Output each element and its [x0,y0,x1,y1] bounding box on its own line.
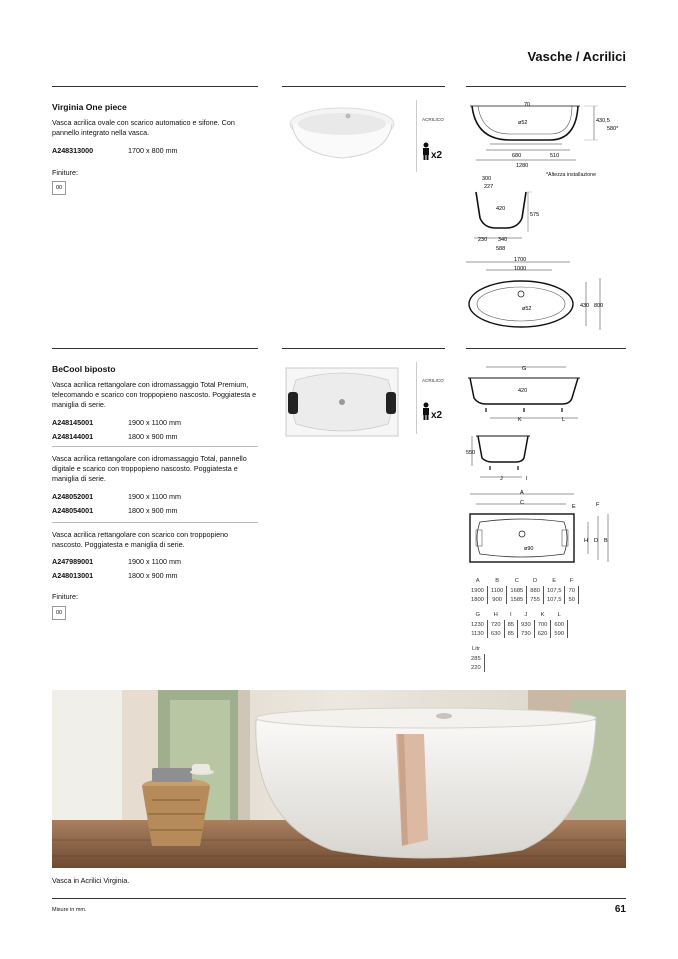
product-name-becool: BeCool biposto [52,364,116,374]
table-cell: 720 [487,620,504,629]
table-header: L [557,612,561,618]
virginia-drawing-side [466,174,556,254]
divider [416,362,417,434]
section-rule [52,348,258,349]
finish-swatch: 00 [52,181,66,195]
table-header: E [552,578,557,584]
table-cell: 85 [504,629,517,638]
dim-label: 575 [530,212,540,218]
table-row [468,586,578,595]
product-size: 1800 x 900 mm [128,432,178,441]
footer-rule [52,898,626,899]
dim-label: 800 [594,303,604,309]
product-code: A248054001 [52,506,94,515]
table-cell: 590 [551,629,568,638]
dimension-table-litr [468,644,485,672]
section-rule [282,348,445,349]
dim-label: 1280 [516,163,529,169]
dim-label: E [572,504,576,510]
product-size: 1900 x 1100 mm [128,557,182,566]
header-rule [282,86,445,87]
dim-label: 580* [607,126,619,132]
header-rule [466,86,626,87]
people-count: x2 [431,410,443,421]
product-size: 1700 x 800 mm [128,146,178,155]
product-size: 1900 x 1100 mm [128,418,182,427]
person-icon [421,402,431,420]
table-header: D [533,578,538,584]
table-cell: 285 [468,654,484,663]
product-description: Vasca acrilica rettangolare con idromassaggio Total Premium, telecomando e scarico con troppopieno nascosto. Poggiatesta e maniglia di serie. [52,380,257,409]
dimension-table-ghijkl [468,610,568,638]
divider [416,100,417,172]
dim-label: 70 [524,102,531,108]
section-rule [466,348,626,349]
table-cell: 600 [551,620,568,629]
table-header: B [495,578,500,584]
footer-note: Misure in mm. [52,907,87,913]
finishes-label: Finiture: [52,168,78,177]
page-number: 61 [614,904,626,915]
becool-drawing-plan [466,486,626,568]
header-rule [52,86,258,87]
product-code: A247989001 [52,557,94,566]
table-cell: 730 [518,629,535,638]
dim-label: 340 [498,237,508,243]
people-count: x2 [431,150,443,161]
dim-label: 680 [512,153,522,159]
table-cell: 930 [518,620,535,629]
table-header: I [509,612,512,618]
table-header: Litr [472,646,481,652]
product-name-virginia: Virginia One piece [52,102,127,112]
dim-label: 227 [484,184,494,190]
dim-label: H [584,538,588,544]
table-cell: 220 [468,663,484,672]
table-header: J [524,612,528,618]
table-header: H [493,612,498,618]
product-size: 1800 x 900 mm [128,571,178,580]
install-height-note: *Altezza installazione [546,172,597,178]
product-description: Vasca acrilica ovale con scarico automatico e sifone. Con pannello integrato nella vasca. [52,118,235,137]
dim-label: L [562,417,566,423]
dimension-table-abcdef [468,576,579,604]
table-cell: 700 [534,620,551,629]
becool-drawing-front [466,362,600,428]
table-header: K [540,612,545,618]
dim-label: ø90 [524,546,534,552]
material-tag: ACRILICO [422,378,444,383]
dim-label: 1700 [514,257,527,263]
dim-label: 430,5 [596,118,610,124]
dim-label: 420 [518,388,528,394]
virginia-drawing-plan [466,256,626,338]
group-divider [52,522,258,523]
dim-label: G [522,366,527,372]
dim-label: 430 [580,303,590,309]
table-header: C [514,578,519,584]
material-tag: ACRILICO [422,117,444,122]
table-cell: 755 [527,595,544,604]
table-cell: 1130 [468,629,487,638]
dim-label: D [594,538,598,544]
product-description: Vasca acrilica rettangolare con scarico con troppopieno nascosto. Poggiatesta e maniglia di serie. [52,530,229,549]
dim-label: 300 [482,176,492,182]
table-header: G [475,612,480,618]
table-cell: 630 [487,629,504,638]
dim-label: 588 [496,246,506,252]
table-row [468,629,568,638]
person-icon [421,142,431,160]
dim-label: 550 [466,450,476,456]
dim-label: J [500,476,503,482]
table-cell: 900 [487,595,506,604]
product-size: 1900 x 1100 mm [128,492,182,501]
product-code: A248145001 [52,418,94,427]
virginia-drawing-front [466,100,626,172]
table-cell: 107,5 [543,586,565,595]
dim-label: A [520,490,524,496]
product-size: 1800 x 900 mm [128,506,178,515]
finishes-label: Finiture: [52,592,78,601]
virginia-bathroom-photo [52,690,626,868]
table-cell: 880 [527,586,544,595]
table-row [468,654,484,663]
dim-label: F [596,502,600,508]
table-cell: 1230 [468,620,487,629]
photo-caption: Vasca in Acrilici Virginia. [52,876,130,885]
table-cell: 1900 [468,586,487,595]
dim-label: C [520,500,524,506]
table-cell: 1100 [487,586,506,595]
dim-label: 420 [496,206,506,212]
page-title: Vasche / Acrilici [527,49,626,64]
product-code: A248052001 [52,492,94,501]
product-code: A248144001 [52,432,94,441]
group-divider [52,446,258,447]
dim-label: ø52 [518,120,528,126]
dim-label: I [526,476,528,482]
product-code: A248313000 [52,146,94,155]
table-cell: 50 [565,595,578,604]
dim-label: 230 [478,237,488,243]
table-cell: 85 [504,620,517,629]
table-cell: 70 [565,586,578,595]
table-row [468,663,484,672]
table-cell: 1800 [468,595,487,604]
table-cell: 1685 [507,586,527,595]
finish-swatch: 00 [52,606,66,620]
table-header: A [475,578,480,584]
table-row [468,620,568,629]
product-description: Vasca acrilica rettangolare con idromassaggio Total, pannello digitale e scarico con troppopieno nascosto. Poggiatesta e maniglia di serie. [52,454,247,483]
product-code: A248013001 [52,571,94,580]
table-cell: 107,5 [543,595,565,604]
dim-label: 510 [550,153,560,159]
dim-label: B [604,538,608,544]
dim-label: K [518,417,522,423]
table-cell: 1585 [507,595,527,604]
table-cell: 620 [534,629,551,638]
dim-label: 1000 [514,266,527,272]
dim-label: ø52 [522,306,532,312]
becool-product-image [284,366,400,438]
becool-drawing-side [466,430,546,482]
virginia-product-image [286,100,398,162]
table-row [468,595,578,604]
table-header: F [569,578,574,584]
